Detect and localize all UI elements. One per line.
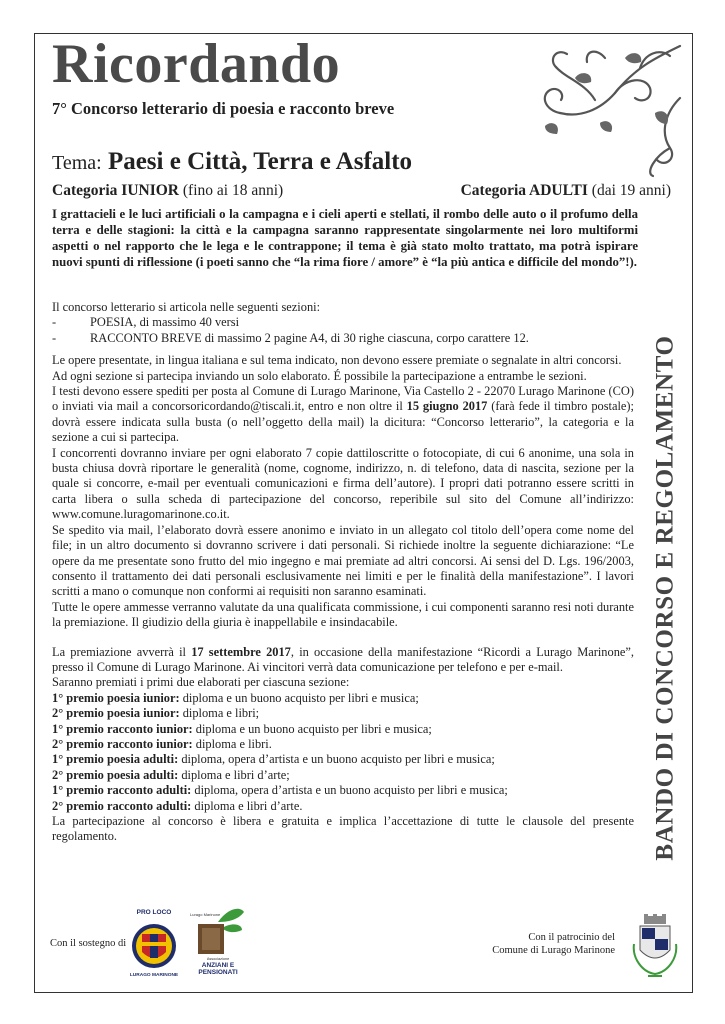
svg-text:Lurago Marinone: Lurago Marinone (190, 912, 221, 917)
category-adulti-age: (dai 19 anni) (587, 182, 671, 199)
page-title: Ricordando (52, 33, 341, 95)
rules-paragraph: Le opere presentate, in lingua italiana e sul tema indicato, non devono essere premiate o segnalate in altri concorsi. (52, 353, 622, 368)
submission-deadline: 15 giugno 2017 (406, 399, 488, 414)
award-date: 17 settembre 2017 (191, 644, 291, 659)
rules-paragraph: Tutte le opere ammesse verranno valutate da una qualificata commissione, i cui componenti saranno resi noti durante la premiazione. Il giudizio della giuria è inappellabile e insindacabile. (52, 599, 634, 630)
svg-text:PRO LOCO: PRO LOCO (136, 909, 172, 916)
prize-item: 1° premio racconto adulti: diploma, opera d’artista e un buono acquisto per libri e musica; (52, 783, 508, 798)
prize-item: 1° premio poesia adulti: diploma, opera d’artista e un buono acquisto per libri e musica; (52, 752, 495, 767)
intro-paragraph: I grattacieli e le luci artificiali o la campagna e i cieli aperti e stellati, il rombo delle auto o il profumo della terra e delle stagioni: la città e la campagna saranno rappresentate singolarmente nei loro multiformi aspetti o nel rapporto che le lega e le contrappone; il tema è già stato molto trattato, ma potrà ispirare nuovi spunti di riflessione (i poeti sanno che “la rima fiore / amore” è “la più antica e difficile del mondo”!). (52, 207, 638, 269)
svg-text:LURAGO MARINONE: LURAGO MARINONE (129, 973, 179, 978)
rules-paragraph: Se spedito via mail, l’elaborato dovrà essere anonimo e inviato in un allegato col titolo dell’opera come nome del file; in un altro documento si dovranno scrivere i dati personali. Si richiede inoltre la seguente dichiarazione: “Le opere da me presentate sono frutto del mio ingegno e mai premiate ad altri concorsi. Ai sensi del D. Lgs. 196/2003, consento il trattamento dei dati personali esclusivamente nei limiti e per le finalità della manifestazione”. I lavori scritti a mano o comunque non conformi ai requisiti non saranno esaminati. (52, 522, 634, 599)
theme-label: Tema: (52, 152, 102, 174)
rules-paragraph: I concorrenti dovranno inviare per ogni elaborato 7 copie dattiloscritte o fotocopiate, di cui 6 anonime, una sola in busta chiusa dovrà riportare le generalità (nome, cognome, indirizzo, n. di telefono, data di nascita, sezione per la quale si concorre, e-mail per eventuali comunicazioni e firma dell’autore). I propri dati potranno essere scritti in carta libera o sulla scheda di partecipazione del concorso, reperibile sul sito del Comune all’indirizzo: www.comune.luragomarinone.co.it. (52, 445, 634, 522)
patronage-label: Con il patrocinio del Comune di Lurago Marinone (492, 932, 615, 956)
sections-intro: Il concorso letterario si articola nelle seguenti sezioni: (52, 300, 321, 314)
pro-loco-logo-icon (128, 906, 180, 978)
prizes-list (52, 691, 634, 814)
rules-body (52, 300, 634, 845)
vertical-banner (640, 308, 692, 888)
sections-list (52, 315, 634, 346)
awards-paragraph: La premiazione avverrà il 17 settembre 2017, in occasione della manifestazione “Ricordi a Lurago Marinone”, presso il Comune di Lurago Marinone. Ai vincitori verrà data comunicazione per telefono e per e-mail. (52, 644, 634, 674)
svg-text:Associazione: Associazione (206, 957, 230, 961)
category-junior (52, 182, 283, 200)
svg-text:PENSIONATI: PENSIONATI (198, 969, 238, 976)
category-junior-age: (fino ai 18 anni) (179, 182, 284, 199)
awards-intro: Saranno premiati i primi due elaborati per ciascuna sezione: (52, 675, 350, 690)
closing-paragraph: La partecipazione al concorso è libera e gratuita e implica l’accettazione di tutte le clausole del presente regolamento. (52, 814, 634, 844)
prize-item: 2° premio poesia iunior: diploma e libri; (52, 706, 260, 721)
theme-title: Paesi e Città, Terra e Asfalto (107, 148, 413, 175)
page-subtitle: 7° Concorso letterario di poesia e racconto breve (52, 99, 395, 118)
prize-item: 2° premio racconto adulti: diploma e libri d’arte. (52, 798, 303, 813)
prize-item: 1° premio poesia iunior: diploma e un buono acquisto per libri e musica; (52, 690, 419, 705)
section-racconto: - RACCONTO BREVE di massimo 2 pagine A4, di 30 righe ciascuna, corpo carattere 12. (52, 331, 634, 346)
category-adulti (461, 182, 671, 200)
prize-item: 2° premio racconto iunior: diploma e libri. (52, 736, 272, 751)
category-adulti-name: Categoria ADULTI (460, 182, 588, 199)
rules-paragraph: Ad ogni sezione si partecipa inviando un solo elaborato. É possibile la partecipazione a entrambe le sezioni. (52, 368, 587, 383)
prize-item: 1° premio racconto iunior: diploma e un buono acquisto per libri e musica; (52, 721, 432, 736)
floral-ornament-icon (485, 38, 685, 178)
municipal-crest-icon (630, 914, 680, 980)
prize-item: 2° premio poesia adulti: diploma e libri d’arte; (52, 767, 290, 782)
theme-heading (52, 148, 412, 176)
sponsor-label: Con il sostegno di (50, 938, 127, 949)
rules-paragraph-submission: I testi devono essere spediti per posta al Comune di Lurago Marinone, Via Castello 2 - 22070 Lurago Marinone (CO) o inviati via mail a concorsoricordando@tiscali.it, entro e non oltre il 15 giugno 2017 (farà fede il timbro postale); dovrà essere indicata sulla busta (o nell’oggetto della mail) la dicitura: “Concorso letterario”, la categoria e la sezione a cui si partecipa. (52, 384, 634, 445)
anziani-pensionati-logo-icon (188, 902, 248, 976)
svg-text:ANZIANI E: ANZIANI E (201, 962, 235, 969)
category-junior-name: Categoria IUNIOR (52, 182, 179, 199)
vertical-banner-label: BANDO DI CONCORSO E REGOLAMENTO (652, 335, 679, 861)
section-poesia: - POESIA, di massimo 40 versi (52, 315, 634, 330)
